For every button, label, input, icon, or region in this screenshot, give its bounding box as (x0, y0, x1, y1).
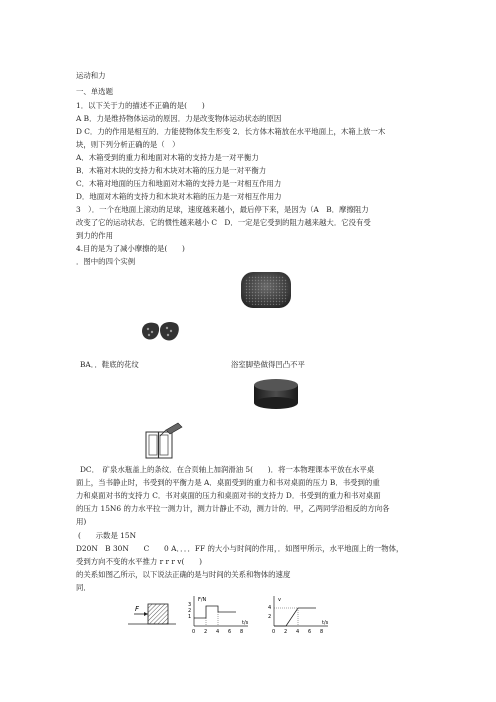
g2-x-tick-4: 4 (296, 629, 300, 634)
question-6-line-4: D20N B 30N C 0 A．．．．FF 的大小与时间的作用，．如图甲所示，水平地面上的一物体， (76, 544, 404, 553)
shoe-sole-image (139, 318, 181, 344)
bottle-cap-image (252, 377, 300, 411)
g1-axis-y-label: F/N (198, 597, 207, 603)
section-heading: 一、单选题 (76, 87, 113, 96)
g2-y-tick-4: 4 (268, 605, 272, 611)
question-6-line-2: 用) (76, 517, 87, 526)
g1-x-tick-8: 8 (240, 629, 244, 634)
question-5-line-1: DC． 矿泉水瓶盖上的条纹．在合页轴上加润滑油 5( )．将一本物理课本平放在水平桌 (80, 465, 375, 474)
g2-x-tick-8: 8 (320, 629, 324, 634)
label-bath-mat: 浴室脚垫做得凹凸不平 (231, 360, 305, 369)
question-3-line-3: 到力的作用 (76, 231, 113, 240)
question-6-line-6: 的关系如图乙所示，以下说法正确的是与时间的关系和物体的速度 (76, 570, 291, 579)
question-2-option-c: C．木箱对地面的压力和地面对木箱的支持力是一对相互作用力 (76, 179, 282, 188)
question-2-stem: 块，则下列分析正确的是（ ） (76, 140, 180, 149)
question-2-option-a: A．木箱受到的重力和地面对木箱的支持力是一对平衡力 (76, 153, 259, 162)
question-1-options-ab: A B．力是维持物体运动的原因．力是改变物体运动状态的原因 (76, 114, 282, 123)
force-label: F (135, 605, 140, 613)
question-6-line-1: 的压力 15N6 的力水平拉一测力计，测力计静止不动，测力计的．甲，乙两同学沿相反的方向各 (76, 504, 390, 513)
question-3-line-1: 3 ）．一个在地面上滚动的足球，速度越来越小，最后停下来，是因为（A B．摩擦阻力 (76, 205, 369, 214)
question-3-line-2: 改变了它的运动状态．它的惯性越来越小 C D．一定是它受到的阻力越来越大．它没有受 (76, 218, 371, 227)
question-5-line-2: 面上，当书静止时，书受到的平衡力是 A．桌面受到的重力和书对桌面的压力 B．书受到的重 (76, 478, 380, 487)
g2-axis-y-label: v (278, 597, 281, 603)
g1-x-tick-0: 0 (192, 629, 196, 634)
g1-x-tick-6: 6 (228, 629, 232, 634)
g1-y-tick-2: 2 (188, 608, 192, 614)
bath-mat-image (239, 270, 293, 310)
block-force-figure (128, 594, 176, 630)
g1-y-tick-3: 3 (188, 602, 192, 608)
question-2-option-b: B．木箱对木块的支持力和木块对木箱的压力是一对平衡力 (76, 166, 267, 175)
g2-x-tick-6: 6 (308, 629, 312, 634)
force-line (194, 606, 236, 618)
question-6-line-5: 受到方向不变的水平推力 r r r v( ) (76, 557, 203, 566)
question-4-sub: ．图中的四个实例 (76, 257, 136, 266)
g2-x-tick-0: 0 (272, 629, 276, 634)
g1-x-tick-4: 4 (216, 629, 220, 634)
g2-x-tick-2: 2 (284, 629, 288, 634)
question-1: 1．以下关于力的描述不正确的是( ) (76, 101, 205, 110)
question-6-line-3: ( 示数是 15N (78, 531, 137, 540)
question-4: 4.目的是为了减小摩擦的是( ) (76, 244, 185, 253)
g1-y-tick-1: 1 (188, 614, 192, 620)
question-1-options-dc: D C．力的作用是相互的．力能使物体发生形变 2．长方体木箱放在水平地面上，木箱上放一木 (76, 127, 386, 136)
force-time-graph (186, 594, 252, 634)
velocity-time-graph (266, 594, 332, 634)
question-5-line-3: 力和桌面对书的支持力 C．书对桌面的压力和桌面对书的支持力 D．书受到的重力和书对桌面 (76, 491, 381, 500)
question-6-line-7: 同． (76, 583, 91, 592)
g2-y-tick-2: 2 (268, 614, 272, 620)
doc-title: 运动和力 (76, 71, 106, 80)
velocity-line (274, 608, 316, 626)
hinge-oil-image (138, 420, 184, 460)
g2-axis-x-label: t/s (322, 620, 329, 626)
label-shoe-sole: BA．．鞋底的花纹 (80, 360, 139, 369)
g1-x-tick-2: 2 (204, 629, 208, 634)
question-2-option-d: D．地面对木箱的支持力和木块对木箱的压力是一对相互作用力 (76, 192, 282, 201)
g1-axis-x-label: t/s (242, 620, 249, 626)
